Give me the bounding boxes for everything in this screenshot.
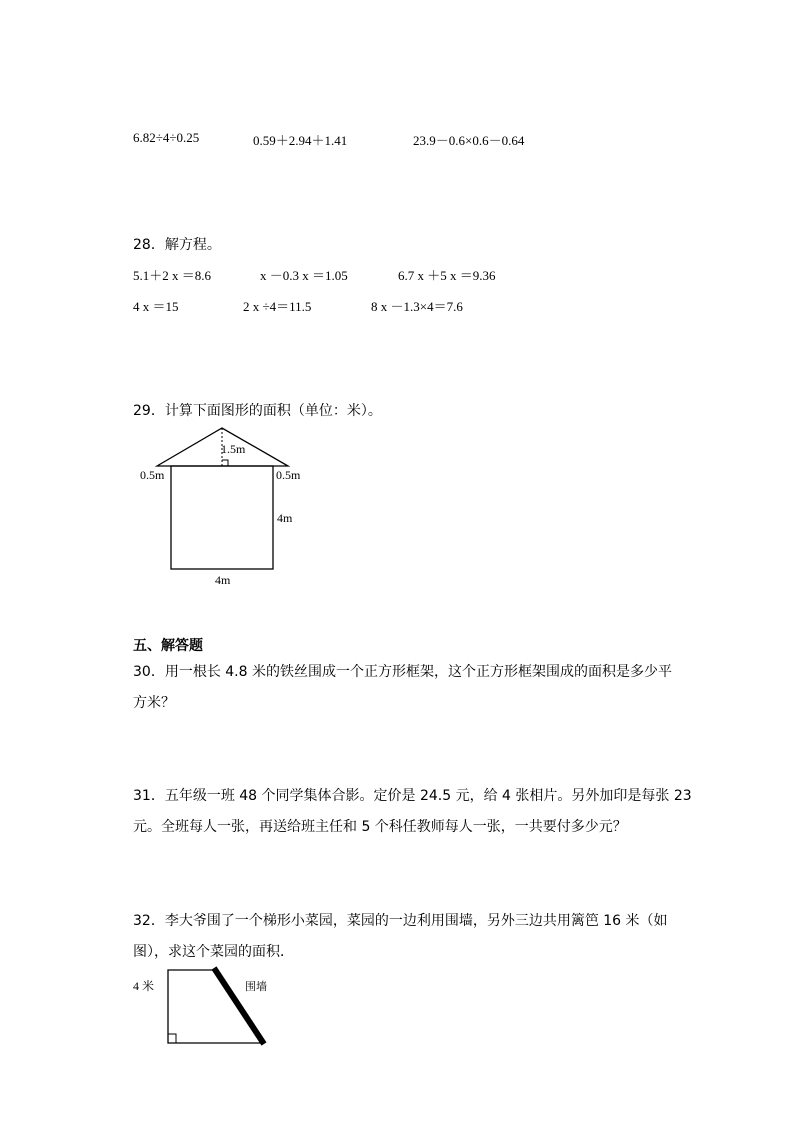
label-left-overhang: 0.5m (140, 468, 165, 482)
label-height: 4 米 (133, 979, 155, 993)
q28-equation-6: 8 x －1.3×4＝7.6 (371, 299, 463, 314)
q28-title: 28．解方程。 (133, 237, 221, 253)
q28-equation-4: 4 x ＝15 (133, 299, 179, 314)
q31-line-1: 31．五年级一班 48 个同学集体合影。定价是 24.5 元，给 4 张相片。另外加印是每张 23 (133, 788, 692, 804)
label-right-overhang: 0.5m (276, 468, 301, 482)
q28-equation-1: 5.1＋2 x ＝8.6 (133, 268, 212, 283)
q30-line-1: 30．用一根长 4.8 米的铁丝围成一个正方形框架，这个正方形框架围成的面积是多少平 (133, 664, 672, 680)
q32-line-2: 图），求这个菜园的面积． (133, 944, 294, 960)
trapezoid-garden-figure (130, 962, 290, 1052)
q29-title: 29．计算下面图形的面积（单位：米）。 (133, 403, 382, 419)
q27-expression-2: 0.59＋2.94＋1.41 (253, 133, 348, 148)
section-heading: 五、解答题 (133, 638, 203, 654)
q30-line-2: 方米？ (133, 695, 175, 711)
square-body (171, 466, 273, 569)
q32-line-1: 32．李大爷围了一个梯形小菜园，菜园的一边利用围墙，另外三边共用篱笆 16 米（如 (133, 913, 668, 929)
wall-line (214, 968, 264, 1044)
q28-equation-2: x －0.3 x ＝1.05 (260, 268, 348, 283)
label-bottom: 4m (215, 573, 231, 587)
right-angle-mark (222, 460, 228, 466)
label-height: 1.5m (221, 442, 246, 456)
label-side: 4m (277, 511, 293, 525)
q27-expression-1: 6.82÷4÷0.25 (133, 130, 200, 145)
right-angle-mark (168, 1034, 176, 1043)
q27-expression-3: 23.9－0.6×0.6－0.64 (413, 133, 525, 148)
q28-equation-5: 2 x ÷4＝11.5 (243, 299, 312, 314)
q28-equation-3: 6.7 x ＋5 x ＝9.36 (398, 268, 496, 283)
q31-line-2: 元。全班每人一张，再送给班主任和 5 个科任教师每人一张，一共要付多少元？ (133, 819, 627, 835)
label-wall: 围墙 (245, 981, 267, 993)
house-shape-figure (130, 420, 330, 595)
